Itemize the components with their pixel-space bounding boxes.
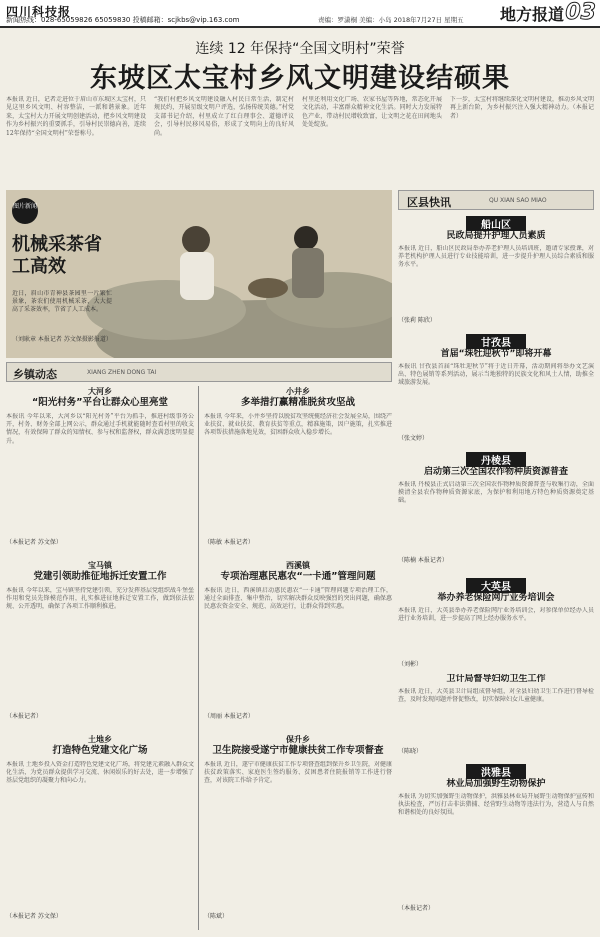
town-body: 本报讯 近日，遂宁市健康扶贫工作专项督查组到保升乡卫生院，对健康扶贫政策落实、家庭医生签约服务、贫困患者住院报销等工作进行督查，对该院工作给予肯定。: [204, 761, 392, 785]
county-headline: 首届“珠牡迎秋节”即将开幕: [440, 349, 552, 359]
town-name: 大河乡: [88, 387, 112, 396]
lead-column: 本报讯 近日，记者走进位于眉山市东坡区太宝村，只见这里乡风文明、村容整洁，一派和谐景象。近年来，太宝村大力开展文明创建活动，把乡风文明建设作为乡村振兴的重要抓手，引导村民崇德向善，连续12年保持“全国文明村”荣誉称号。: [6, 96, 146, 137]
county-credit: （陈晓）: [398, 748, 423, 755]
county-credit: （张文婷）: [398, 435, 429, 442]
county-body: 本报讯 丹棱县正式启动第三次全国农作物种质资源普查与收集行动，全面摸清全县农作物种质资源家底，为保护和利用地方特色种质资源奠定基础。: [398, 481, 594, 505]
town-credit: （本报记者 苏文保）: [6, 539, 62, 546]
town-item: [6, 386, 194, 554]
county-body: 本报讯 近日，大英县卫计局组成督导组，对全县妇幼卫生工作进行督导检查，及时发现问题并督促整改，切实保障妇女儿童健康。: [398, 688, 594, 704]
town-name: 西溪镇: [286, 561, 310, 570]
page-number: 03: [565, 0, 596, 25]
photo-news-tag: 图片新闻: [12, 198, 38, 224]
masthead: [0, 0, 600, 28]
town-credit: （周丽 本报记者）: [204, 713, 254, 720]
county-banner-pinyin: QU XIAN SAO MIAO: [489, 197, 547, 204]
town-body: 本报讯 土地乡投入资金打造特色党建文化广场，将党建元素融入群众文化生活，为党员群众提供学习交流、休闲娱乐的好去处，进一步增强了基层党组织的凝聚力和向心力。: [6, 761, 194, 785]
photo-news: [6, 190, 392, 358]
photo-title: 机械采茶省工高效: [12, 234, 102, 277]
town-credit: （陈敏 本报记者）: [204, 539, 254, 546]
lead-headline: 东坡区太宝村乡风文明建设结硕果: [90, 63, 510, 94]
county-credit: （陈楠 本报记者）: [398, 557, 448, 564]
photo-credit: （刘耿章 本报记者 苏文保摄影报道）: [12, 336, 112, 343]
county-headline: 举办养老保险网厅业务培训会: [437, 593, 555, 603]
county-credit: （本报记者）: [398, 905, 435, 912]
column-divider: [198, 386, 199, 930]
county-headline: 启动第三次全国农作物种质资源普查: [423, 467, 568, 477]
lead-column: 下一步，太宝村将继续深化文明村建设，推动乡风文明再上新台阶，为乡村振兴注入强大精神动力。（本报记者）: [450, 96, 594, 120]
town-name: 小井乡: [286, 387, 310, 396]
editor-date-line: 责编：罗潇桐 美编：小岛 2018年7月27日 星期五: [318, 16, 464, 24]
town-credit: （陈斌）: [204, 913, 229, 920]
county-item: [398, 578, 594, 670]
photo-caption: 近日，眉山市青神县茶园里一片繁忙景象，茶农们使用机械采茶，大大提高了采茶效率，节省了人工成本。: [12, 290, 112, 314]
county-item: [398, 334, 594, 446]
lead-column: “我们村把乡风文明建设融入村民日常生活，制定村规民约，开展星级文明户评选，弘扬传统美德。”村党支部书记介绍，村里成立了红白理事会、道德评议会，引导村民移风易俗，形成了文明向上的良好风尚。: [154, 96, 294, 137]
town-item: [204, 386, 392, 554]
county-headline: 卫计局督导妇幼卫生工作: [446, 674, 546, 684]
towns-banner-pinyin: XIANG ZHEN DONG TAI: [87, 369, 157, 376]
town-headline: 多举措打赢精准脱贫攻坚战: [240, 397, 355, 408]
county-headline: 民政局提升护理人员素质: [446, 231, 546, 241]
towns-banner-title: 乡镇动态: [13, 368, 57, 381]
town-headline: 卫生院接受遂宁市健康扶贫工作专项督查: [212, 745, 384, 756]
county-credit: （刘彬）: [398, 661, 423, 668]
town-body: 本报讯 今年来，小井乡坚持以脱贫攻坚统揽经济社会发展全局，围绕产业扶贫、就业扶贫、教育扶贫等重点，精准施策，因户施策，扎实推进各项帮扶措施落地见效，贫困群众收入稳步增长。: [204, 413, 392, 437]
town-item: [204, 560, 392, 728]
county-banner: [398, 190, 594, 210]
county-headline: 林业局加强野生动物保护: [446, 779, 546, 789]
county-badge: 洪雅县: [466, 764, 526, 779]
lead-body: [6, 96, 594, 186]
lead-column: 村里还利用文化广场、农家书屋等阵地，常态化开展文化活动，丰富群众精神文化生活。同时大力发展特色产业，带动村民增收致富，让文明之花在田间地头处处绽放。: [302, 96, 442, 129]
paper-logo: 四川科技报: [6, 5, 72, 19]
county-banner-title: 区县快讯: [407, 196, 451, 209]
county-badge: 大英县: [466, 578, 526, 593]
county-item: [398, 452, 594, 572]
town-headline: 专项治理惠民惠农“一卡通”管理问题: [220, 571, 376, 582]
lead-kicker: 连续 12 年保持“全国文明村”荣誉: [195, 41, 405, 57]
town-name: 保升乡: [286, 735, 310, 744]
county-item: [398, 674, 594, 758]
town-name: 宝马镇: [88, 561, 112, 570]
county-item: [398, 764, 594, 914]
town-headline: “阳光村务”平台让群众心里亮堂: [32, 397, 168, 408]
towns-banner: [6, 362, 392, 382]
town-item: [6, 734, 194, 930]
town-headline: 打造特色党建文化广场: [52, 745, 148, 756]
news-hotline: 新闻热线：028-65059826 65059830 投稿邮箱：scjkbs@vip.163.com: [6, 16, 240, 24]
town-name: 土地乡: [88, 735, 112, 744]
town-item: [204, 734, 392, 930]
county-badge: 丹棱县: [466, 452, 526, 467]
town-credit: （本报记者）: [6, 713, 43, 720]
county-badge: 船山区: [466, 216, 526, 231]
county-body: 本报讯 近日，大英县举办养老保险网厅业务培训会，对参保单位经办人员进行业务培训，进一步提高了网上经办服务水平。: [398, 607, 594, 623]
town-body: 本报讯 近日，西溪镇启动惠民惠农“一卡通”管理问题专项治理工作，通过全面排查、集中整治，切实解决群众反映强烈的突出问题，确保惠民惠农资金安全、规范、高效运行，让群众得到实惠。: [204, 587, 392, 611]
town-item: [6, 560, 194, 728]
county-credit: （张莉 陈欣）: [398, 317, 436, 324]
county-body: 本报讯 为切实加强野生动物保护，洪雅县林业局开展野生动物保护宣传和执法检查，严厉打击非法猎捕、经营野生动物等违法行为，营造人与自然和谐相处的良好氛围。: [398, 793, 594, 817]
town-headline: 党建引领助推征地拆迁安置工作: [33, 571, 167, 582]
town-body: 本报讯 今年以来，大河乡以“阳光村务”平台为抓手，推进村级事务公开，村务、财务全部上网公示，群众通过手机就能随时查看村里的收支情况，有效保障了群众的知情权、参与权和监督权，群众满意度明显提升。: [6, 413, 194, 445]
county-body: 本报讯 近日，船山区民政局举办养老护理人员培训班，邀请专家授课，对养老机构护理人员进行专业技能培训，进一步提升护理人员综合素质和服务水平。: [398, 245, 594, 269]
town-credit: （本报记者 苏文保）: [6, 913, 62, 920]
county-body: 本报讯 甘孜县首届“珠牡迎秋节”将于近日开幕，活动期间将举办文艺演出、特色展销等系列活动，展示当地独特的民族文化和风土人情，助推全域旅游发展。: [398, 363, 594, 387]
town-body: 本报讯 今年以来，宝马镇坚持党建引领，充分发挥基层党组织战斗堡垒作用和党员先锋模范作用，扎实推进征地拆迁安置工作，做到依法依规、公开透明，确保了各项工作顺利推进。: [6, 587, 194, 611]
section-title: 地方报道: [499, 5, 564, 24]
county-badge: 甘孜县: [466, 334, 526, 349]
county-item: [398, 216, 594, 328]
county-sidebar: [398, 190, 594, 932]
